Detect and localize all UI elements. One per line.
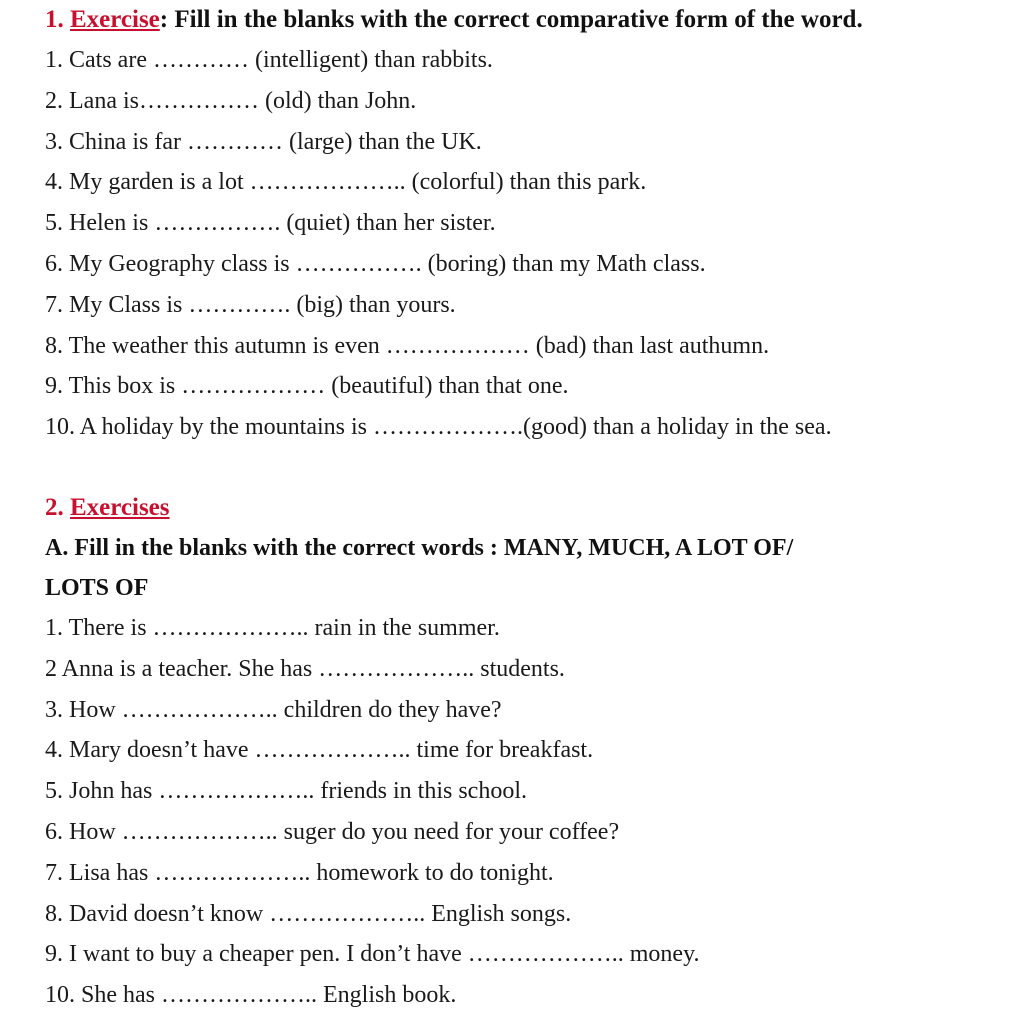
section-2-title: Exercises (70, 493, 170, 521)
section-1-title: Exercise (70, 6, 160, 33)
section-1-item-1: 1. Cats are ………… (intelligent) than rabbits. (45, 47, 493, 73)
section-1-item-6: 6. My Geography class is ……………. (boring) than my Math class. (45, 250, 706, 277)
section-1-item-9: 9. This box is ……………… (beautiful) than that one. (45, 373, 569, 400)
section-2-number: 2. (45, 493, 64, 521)
section-2-item-6: 6. How ……………….. suger do you need for your coffee? (45, 818, 620, 845)
section-1-list (45, 40, 1005, 448)
section-2-item-1: 1. There is ……………….. rain in the summer. (45, 614, 500, 641)
section-1-item-2: 2. Lana is…………… (old) than John. (45, 87, 417, 114)
section-2-item-7: 7. Lisa has ……………….. homework to do tonight. (45, 859, 554, 886)
section-2-item-10: 10. She has ……………….. English book. (45, 982, 457, 1009)
section-1-item-7: 7. My Class is …………. (big) than yours. (45, 291, 456, 318)
section-2-item-3: 3. How ……………….. children do they have? (45, 696, 502, 723)
section-divider (45, 448, 1005, 488)
section-1-instruction: : Fill in the blanks with the correct comparative form of the word. (159, 6, 863, 33)
section-1-item-5: 5. Helen is ……………. (quiet) than her sister. (45, 210, 496, 237)
section-2a-instruction-line-1: A. Fill in the blanks with the correct words : MANY, MUCH, A LOT OF/ (45, 534, 794, 561)
section-2-item-9: 9. I want to buy a cheaper pen. I don’t have ……………….. money. (45, 941, 700, 968)
section-2-item-4: 4. Mary doesn’t have ……………….. time for breakfast. (45, 737, 594, 764)
section-1-item-4: 4. My garden is a lot ……………….. (colorful) than this park. (45, 169, 647, 196)
section-2-list (45, 608, 1005, 1016)
section-1-item-3: 3. China is far ………… (large) than the UK. (45, 128, 482, 155)
section-2-item-8: 8. David doesn’t know ……………….. English songs. (45, 900, 572, 927)
section-2-item-2: 2 Anna is a teacher. She has ……………….. students. (45, 655, 565, 682)
section-1-number: 1. (45, 6, 64, 33)
section-2a-instruction-line-2: LOTS OF (45, 574, 149, 601)
section-2-item-5: 5. John has ……………….. friends in this school. (45, 778, 527, 805)
worksheet-page (45, 0, 1005, 1016)
section-1-item-8: 8. The weather this autumn is even ……………… (bad) than last authumn. (45, 332, 770, 359)
section-1-item-10: 10. A holiday by the mountains is ……………….(good) than a holiday in the sea. (45, 414, 832, 441)
section-1-heading (45, 0, 1005, 40)
section-2-heading (45, 488, 1005, 528)
